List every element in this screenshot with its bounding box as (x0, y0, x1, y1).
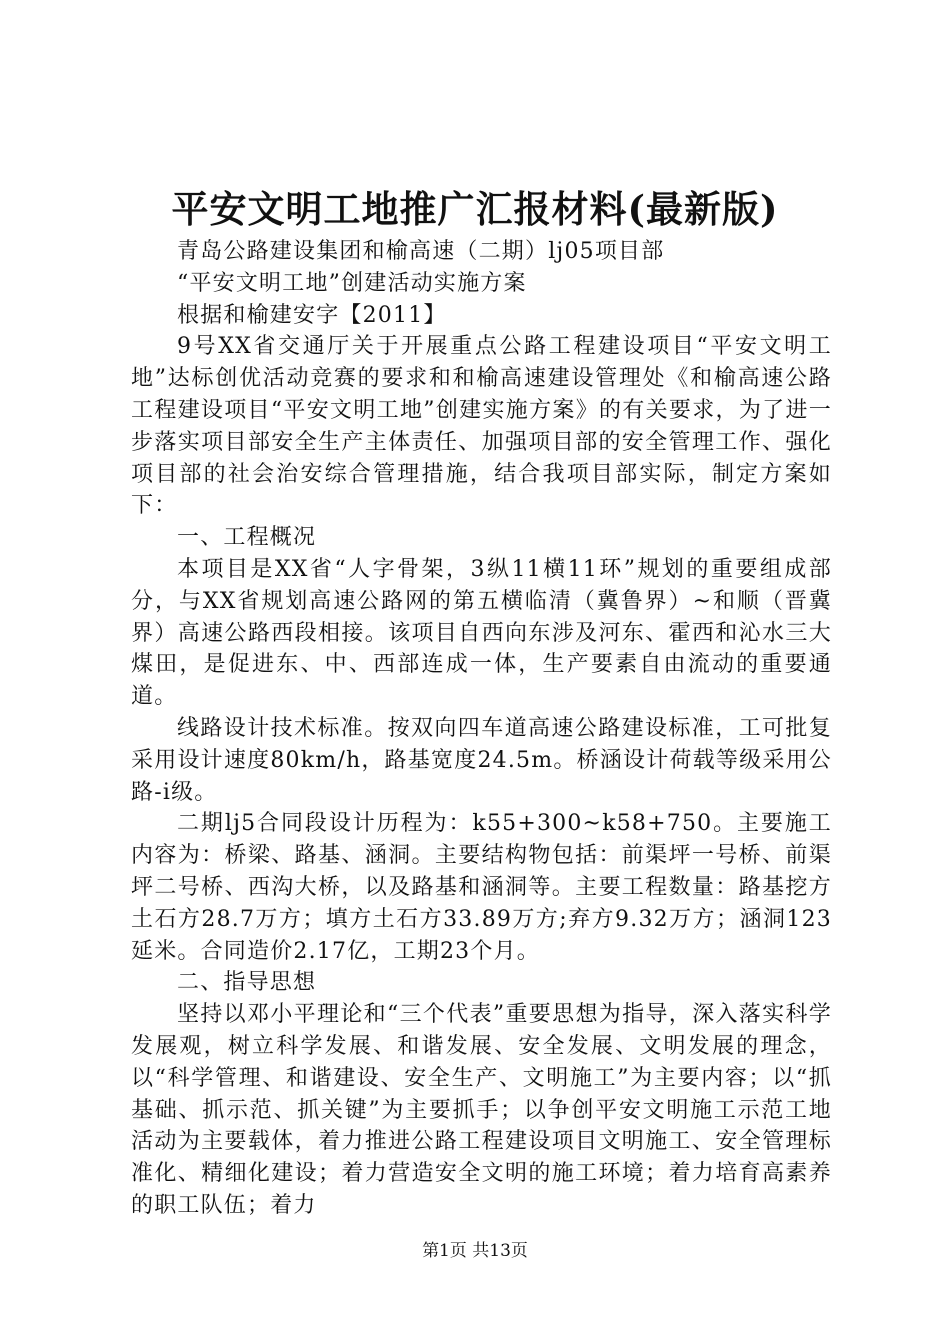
paragraph-reference-document: 根据和榆建安字【2011】 (177, 302, 447, 328)
paragraph-project-overview: 本项目是XX省“人字骨架，3纵11横11环”规划的重要组成部分，与XX省规划高速公路网的第五横临清（冀鲁界）~和顺（晋冀界）高速公路西段相接。该项目自西向东涉及河东、霍西和沁水三大煤田，是促进东、中、西部连成一体，生产要素自由流动的重要通道。 (131, 556, 832, 710)
document-body (131, 236, 832, 1222)
paragraph-plan-title: “平安文明工地”创建活动实施方案 (177, 270, 527, 296)
paragraph-contract-section: 二期lj5合同段设计历程为：k55+300~k58+750。主要施工内容为：桥梁、路基、涵洞。主要结构物包括：前渠坪一号桥、前渠坪二号桥、西沟大桥，以及路基和涵洞等。主要工程数量：路基挖方土石方28.7万方；填方土石方33.89万方;弃方9.32万方；涵洞123延米。合同造价2.17亿，工期23个月。 (131, 811, 832, 964)
document-title: 平安文明工地推广汇报材料(最新版) (171, 187, 779, 231)
page-number-footer: 第1页 共13页 (422, 1241, 528, 1261)
paragraph-introduction: 9号XX省交通厅关于开展重点公路工程建设项目“平安文明工地”达标创优活动竞赛的要求和和榆高速建设管理处《和榆高速公路工程建设项目“平安文明工地”创建实施方案》的有关要求，为了进一步落实项目部安全生产主体责任、加强项目部的安全管理工作、强化项目部的社会治安综合管理措施，结合我项目部实际，制定方案如下： (131, 334, 832, 519)
paragraph-guiding-ideology: 坚持以邓小平理论和“三个代表”重要思想为指导，深入落实科学发展观，树立科学发展、和谐发展、安全发展、文明发展的理念，以“科学管理、和谐建设、安全生产、文明施工”为主要内容；以“抓基础、抓示范、抓关键”为主要抓手；以争创平安文明施工示范工地活动为主要载体，着力推进公路工程建设项目文明施工、安全管理标准化、精细化建设；着力营造安全文明的施工环境；着力培育高素养的职工队伍；着力 (131, 1002, 832, 1218)
paragraph-technical-standard: 线路设计技术标准。按双向四车道高速公路建设标准，工可批复采用设计速度80km/h，路基宽度24.5m。桥涵设计荷载等级采用公路-i级。 (131, 715, 832, 805)
section-heading-project-overview: 一、工程概况 (177, 525, 317, 551)
paragraph-project-department: 青岛公路建设集团和榆高速（二期）lj05项目部 (177, 239, 665, 264)
section-heading-guiding-ideology: 二、指导思想 (177, 970, 317, 996)
